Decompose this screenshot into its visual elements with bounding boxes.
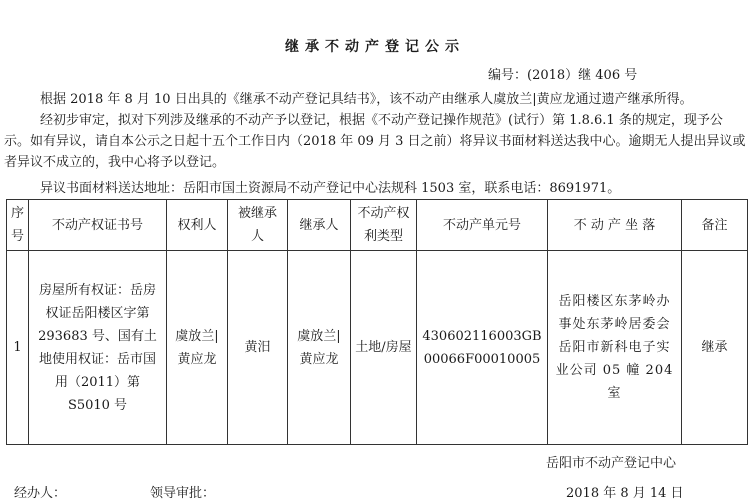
header-unit-number: 不动产单元号 (417, 200, 548, 251)
property-table (6, 199, 748, 445)
cell-remark: 继承 (682, 251, 748, 445)
header-seq: 序号 (7, 200, 29, 251)
cell-seq: 1 (7, 251, 29, 445)
document-title: 继承不动产登记公示 (285, 39, 465, 55)
issue-date: 2018 年 8 月 14 日 (566, 486, 684, 501)
cell-heir: 虞放兰|黄应龙 (288, 251, 351, 445)
header-location: 不 动 产 坐 落 (548, 200, 682, 251)
handler-label: 经办人： (14, 486, 67, 501)
header-right-type: 不动产权利类型 (351, 200, 417, 251)
paragraph-basis: 根据 2018 年 8 月 10 日出具的《继承不动产登记具结书》，该不动产由继承人虞放兰|黄应龙通过遗产继承所得。 (40, 92, 693, 107)
cell-right-type: 土地/房屋 (351, 251, 417, 445)
header-owner: 权利人 (167, 200, 228, 251)
paragraph-review: 经初步审定，拟对下列涉及继承的不动产予以登记，根据《不动产登记操作规范》(试行）第 1.8.6.1 条的规定，现予公示。如有异议，请自本公示之日起十五个工作日内（2018 年 09 月 3 日之前）将异议书面材料送达我中心。逾期无人提出异议或者异议不成立的，我中心将予以登记。 (4, 113, 746, 170)
cell-cert-number: 房屋所有权证：岳房权证岳阳楼区字第 293683 号、国有土地使用权证：岳市国用（2011）第 S5010 号 (29, 251, 167, 445)
cell-unit-number: 430602116003GB00066F00010005 (417, 251, 548, 445)
header-cert-number: 不动产权证书号 (29, 200, 167, 251)
cell-location: 岳阳楼区东茅岭办事处东茅岭居委会岳阳市新科电子实业公司 05 幢 204 室 (548, 251, 682, 445)
header-heir: 继承人 (288, 200, 351, 251)
header-decedent: 被继承人 (228, 200, 288, 251)
cell-owner: 虞放兰|黄应龙 (167, 251, 228, 445)
paragraph-address: 异议书面材料送达地址：岳阳市国土资源局不动产登记中心法规科 1503 室，联系电话：8691971。 (40, 181, 621, 196)
issuing-organization: 岳阳市不动产登记中心 (546, 456, 677, 471)
approver-label: 领导审批： (150, 486, 216, 501)
cell-decedent: 黄汨 (228, 251, 288, 445)
document-number: 编号：(2018）继 406 号 (488, 68, 638, 83)
table-header-row (7, 200, 748, 251)
table-row (7, 251, 748, 445)
header-remark: 备注 (682, 200, 748, 251)
